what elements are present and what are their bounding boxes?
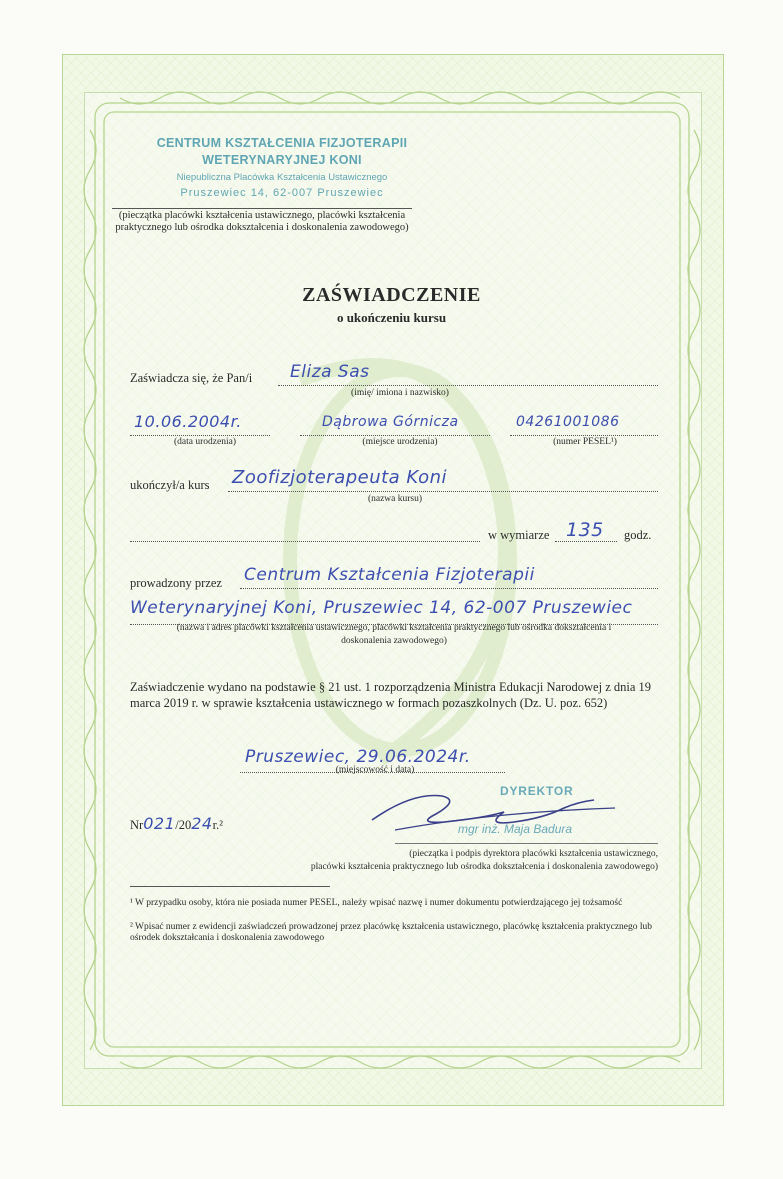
signature-caption-line1: (pieczątka i podpis dyrektora placówki kształcenia ustawicznego, — [409, 849, 658, 859]
provider-caption-line2: doskonalenia zawodowego) — [341, 636, 447, 646]
stamp-institution-type: Niepubliczna Placówka Kształcenia Ustawicznego — [176, 172, 388, 183]
provider-intro-label: prowadzony przez — [130, 576, 222, 590]
signature-line — [395, 833, 658, 844]
number-value: 021 — [143, 814, 176, 833]
document-title: ZAŚWIADCZENIE — [302, 284, 481, 306]
provider-name-line1: Centrum Kształcenia Fizjoterapii — [244, 565, 535, 585]
hours-label: w wymiarze — [488, 528, 550, 542]
course-name: Zoofizjoterapeuta Koni — [232, 467, 448, 488]
pesel-caption: (numer PESEL¹) — [553, 437, 617, 447]
course-name-caption: (nazwa kursu) — [367, 494, 423, 504]
issue-caption: (miejscowość i data) — [335, 765, 415, 775]
number-prefix: Nr — [130, 818, 144, 832]
number-mid: /20 — [175, 818, 192, 832]
birth-date-caption: (data urodzenia) — [174, 437, 236, 447]
issue-place-date: Pruszewiec, 29.06.2024r. — [245, 747, 471, 767]
birth-place-caption: (miejsce urodzenia) — [362, 437, 438, 447]
stamp-institution-line2: WETERYNARYJNEJ KONI — [202, 153, 362, 167]
course-intro-label: ukończył/a kurs — [130, 478, 210, 492]
pesel-number: 04261001086 — [516, 414, 620, 430]
birth-date: 10.06.2004r. — [134, 412, 242, 431]
footnote-separator — [130, 880, 330, 887]
stamp-institution-line1: CENTRUM KSZTAŁCENIA FIZJOTERAPII — [156, 136, 408, 150]
name-intro-label: Zaświadcza się, że Pan/i — [130, 371, 253, 385]
person-name: Eliza Sas — [290, 362, 370, 382]
name-caption: (imię/ imiona i nazwisko) — [351, 388, 449, 398]
number-year: 24 — [191, 814, 213, 833]
course-hours: 135 — [566, 519, 604, 541]
director-name: mgr inż. Maja Badura — [458, 822, 573, 836]
stamp-caption: (pieczątka placówki kształcenia ustawicznego, placówki kształcenia praktycznego lub ośrodka dokształcenia i doskonalenia zawodowego) — [112, 208, 412, 234]
footnote-2: ² Wpisać numer z ewidencji zaświadczeń prowadzonej przez placówkę kształcenia ustawicznego, placówkę kształcenia praktycznego lub ośrodek dokształcania i doskonalenia zawodowego — [130, 922, 653, 943]
signature-caption-line2: placówki kształcenia praktycznego lub ośrodka dokształcenia i doskonalenia zawodowego) — [310, 862, 658, 872]
stamp-institution-address: Pruszewiec 14, 62-007 Pruszewiec — [180, 187, 384, 199]
provider-caption-line1: (nazwa i adres placówki kształcenia ustawicznego, placówki kształcenia praktycznego lub ośrodka dokształcenia i — [176, 623, 612, 633]
director-role: DYREKTOR — [500, 784, 574, 798]
number-suffix: r.² — [212, 818, 223, 832]
document-subtitle: o ukończeniu kursu — [336, 310, 447, 325]
footnote-1: ¹ W przypadku osoby, która nie posiada numer PESEL, należy wpisać nazwę i numer dokumentu potwierdzającego jej tożsamość — [130, 898, 623, 908]
provider-name-line2: Weterynaryjnej Koni, Pruszewiec 14, 62-007 Pruszewiec — [130, 598, 633, 618]
legal-basis-paragraph: Zaświadczenie wydano na podstawie § 21 ust. 1 rozporządzenia Ministra Edukacji Narodowej z dnia 19 marca 2019 r. w sprawie kształcenia ustawicznego w formach pozaszkolnych (Dz. U. poz. 652) — [130, 680, 652, 710]
hours-unit: godz. — [624, 528, 652, 542]
birth-place: Dąbrowa Górnicza — [322, 414, 459, 430]
